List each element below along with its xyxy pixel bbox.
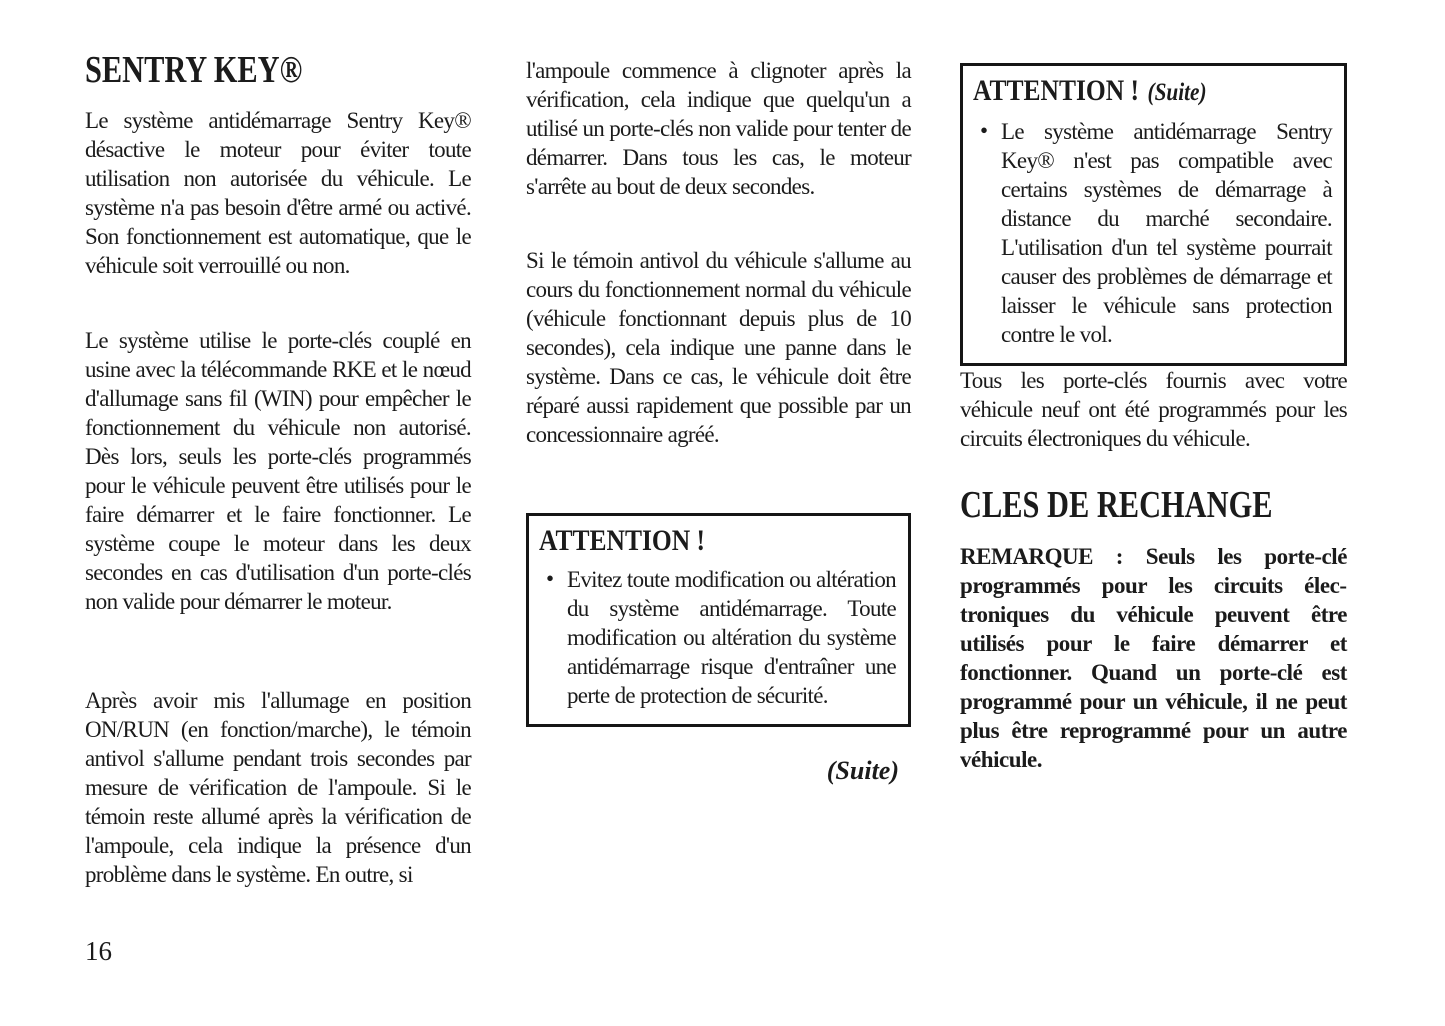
page-number: 16 <box>85 936 112 966</box>
caution-box-title <box>973 74 1332 110</box>
caution-title-suite-label: (Suite) <box>1147 79 1207 106</box>
section-heading-sentry-key <box>85 50 357 90</box>
caution-box-title <box>539 524 896 558</box>
caution-title-text: ATTENTION ! <box>539 524 706 557</box>
caution-bullet-text: Evitez toute modification ou altération du système antidémarrage. Toute modification ou altération du système antidémarrage risque d'entraîner une perte de protection de sécurité. <box>567 567 896 708</box>
section-heading-text: CLES DE RECHANGE <box>960 484 1273 526</box>
paragraph-bulb-blink: l'ampoule commence à clignoter après la vérification, cela indique que quelqu'un a utilisé un porte-clés non valide pour tenter de démarrer. Dans tous les cas, le moteur s'arrête au bout de deux secondes. <box>526 58 911 199</box>
paragraph-ignition-check: Après avoir mis l'allumage en position ON/RUN (en fonction/marche), le témoin antivol s'allume pendant trois secondes par mesure de vérification de l'ampoule. Si le témoin reste allumé après la vérification de l'ampoule, cela indique la présence d'un problème dans le système. En outre, si <box>85 688 471 887</box>
paragraph-antitheft-light: Si le témoin antivol du véhicule s'allume au cours du fonctionnement normal du véhicule (véhicule fonctionnant depuis plus de 10 secondes), cela indique une panne dans le système. Dans ce cas, le véhicule doit être réparé aussi rapidement que possible par un concessionnaire agréé. <box>526 248 911 447</box>
remarque-note: REMARQUE : Seuls les porte-clé programmés pour les circuits électroniques du véhicule peuvent être utilisés pour le faire démarrer et fonctionner. Quand un porte-clé est programmé pour un véhicule, il ne peut plus être reprogrammé pour un autre véhicule. <box>960 544 1347 772</box>
bullet-icon: • <box>546 566 554 591</box>
section-heading-cles-de-rechange <box>960 485 1351 525</box>
caution-bullet-item <box>973 117 1332 349</box>
bullet-icon: • <box>980 118 988 143</box>
caution-bullet-text: Le système antidémarrage Sentry Key® n'est pas compatible avec certains systèmes de démarrage à distance du marché secondaire. L'utilisation d'un tel système pourrait causer des problèmes de démarrage et laisser le véhicule sans protection contre le vol. <box>1001 119 1332 347</box>
paragraph-programmed-keys: Tous les porte-clés fournis avec votre véhicule neuf ont été programmés pour les circuits électroniques du véhicule. <box>960 368 1347 451</box>
section-heading-text: SENTRY KEY® <box>85 49 303 91</box>
caution-bullet-item <box>539 565 896 710</box>
caution-box-continued <box>960 63 1347 366</box>
suite-continuation-note: (Suite) <box>826 756 899 785</box>
caution-title-text: ATTENTION ! <box>973 74 1140 107</box>
paragraph-sentry-intro: Le système antidémarrage Sentry Key® désactive le moteur pour éviter toute utilisation non autorisée du véhicule. Le système n'a pas besoin d'être armé ou activé. Son fonctionnement est automatique, que le véhicule soit verrouillé ou non. <box>85 108 471 278</box>
caution-title-group <box>973 74 1207 110</box>
caution-box <box>526 513 911 727</box>
paragraph-sentry-system: Le système utilise le porte-clés couplé en usine avec la télécommande RKE et le nœud d'allumage sans fil (WIN) pour empêcher le fonctionnement du véhicule non autorisé. Dès lors, seuls les porte-clés programmés pour le véhicule peuvent être utilisés pour le faire démarrer et le faire fonctionner. Le système coupe le moteur dans les deux secondes en cas d'utilisation d'un porte-clés non valide pour démarrer le moteur. <box>85 328 471 614</box>
